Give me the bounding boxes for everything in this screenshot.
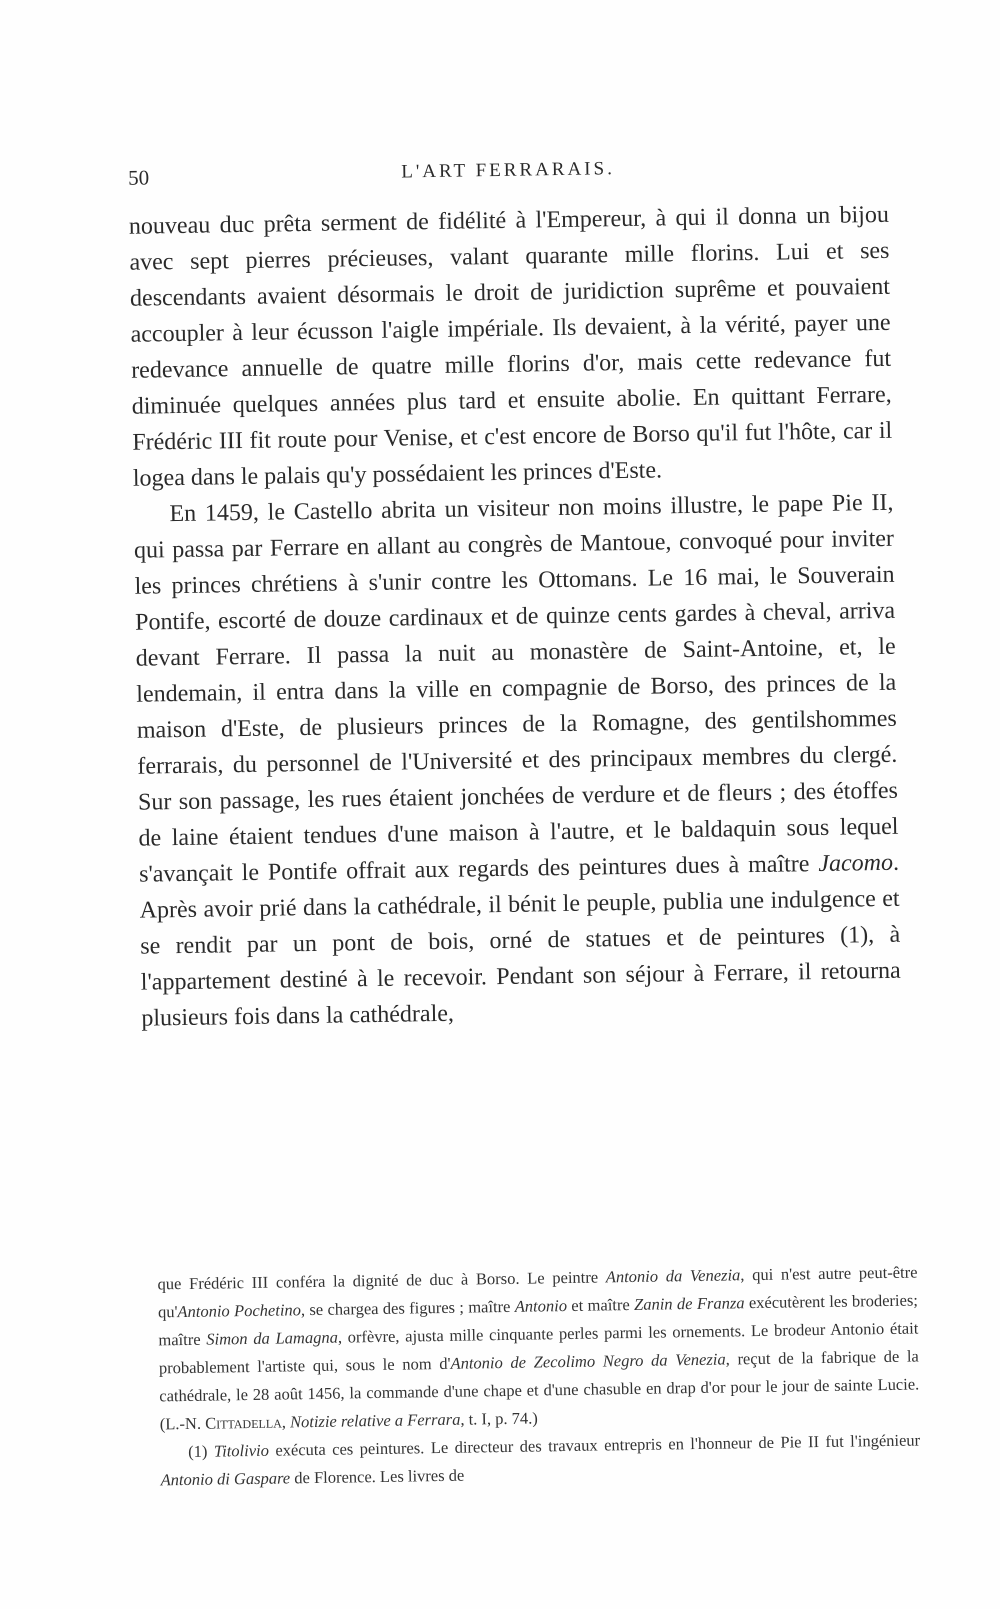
footnote-1 [160, 1426, 921, 1494]
page-header [128, 154, 888, 196]
text-run: exécuta ces peintures. Le directeur des travaux entrepris en l'honneur de Pie II fut l'ingénieur [268, 1430, 921, 1460]
text-run: En 1459, le Castello abrita un visiteur non moins illustre, le pape Pie II, qui passa par Ferrare en allant au congrès de Mantoue, convoqué pour inviter les princes chrétiens à s'unir contre les Ottomans. Le 16 mai, le Souverain Pontife, escorté de douze cardinaux et de quinze cents gardes à cheval, arriva devant Ferrare. Il passa la nuit au monastère de Saint-Antoine, et, le lendemain, il entra dans la ville en compagnie de Borso, des princes de la maison d'Este, de plusieurs princes de la Romagne, des gentilshommes ferrarais, du personnel de l'Université et des principaux membres du clergé. Sur son passage, les rues étaient jonchées de verdure et de fleurs ; des étoffes de laine étaient tendues d'une maison à l'autre, et le baldaquin sous lequel s'avançait le Pontife offrait aux regards des peintures dues à maître [133, 489, 899, 888]
text-run: (1) [188, 1441, 215, 1461]
italic-name: Antonio [514, 1296, 568, 1316]
paragraph-2 [133, 485, 901, 1037]
paragraph-1 [129, 197, 893, 497]
text-run: exécutèrent les broderies; maître [158, 1290, 919, 1350]
small-caps-author: Cittadella [204, 1412, 282, 1433]
italic-name: Simon da Lamagna [206, 1327, 339, 1349]
running-title: L'ART FERRARAIS. [401, 158, 616, 183]
text-run: , [281, 1412, 291, 1432]
italic-title: Notizie relative a Ferrara [289, 1409, 461, 1432]
footnotes [157, 1259, 920, 1495]
text-run: , t. I, p. 74.) [460, 1408, 538, 1429]
italic-name: Antonio de Zecolimo Negro da Venezia [450, 1349, 726, 1373]
text-run: de Florence. Les livres de [290, 1465, 465, 1488]
page-number: 50 [127, 165, 150, 190]
text-run: que Frédéric III conféra la dignité de duc à Borso. Le peintre [157, 1267, 606, 1294]
text-run: et maître [566, 1294, 635, 1316]
italic-name: Titolivio [213, 1440, 270, 1461]
italic-name: Antonio da Venezia [605, 1265, 741, 1287]
text-run: , reçut de la fabrique de la cathédrale, le 28 août 1456, la commande d'une chape et d'une chasuble en drap d'or pour le jour de sainte Lucie. (L.-N. [159, 1346, 920, 1434]
text-run: . Après avoir prié dans la cathédrale, il bénit le peuple, publia une indulgence et se rendit par un pont de bois, orné de statues et de peintures (1), à l'appartement destiné à le recevoir. Pendant son séjour à Ferrare, il retourna plusieurs fois dans la cathédrale, [139, 849, 901, 1032]
italic-name: Antonio Pochetino [177, 1300, 302, 1322]
main-text [129, 197, 902, 1037]
text-run: , orfèvre, ajusta mille cinquante perles parmi les ornements. Le brodeur Antonio était probablement l'artiste qui, sous le nom d' [158, 1318, 919, 1378]
text-run: nouveau duc prêta serment de fidélité à l'Empereur, à qui il donna un bijou avec sept pierres précieuses, valant quarante mille florins. Lui et ses descendants avaient désormais le droit de juridiction suprême et pouvaient accoupler à leur écusson l'aigle impériale. Ils devaient, à la vérité, payer une redevance annuelle de quatre mille florins d'or, mais cette redevance fut diminuée quelques années plus tard et ensuite abolie. En quittant Ferrare, Frédéric III fit route pour Venise, et c'est encore de Borso qu'il fut l'hôte, car il logea dans le palais qu'y possédaient les princes d'Este. [128, 201, 893, 492]
footnote-continued [157, 1259, 920, 1439]
italic-name: Zanin de Franza [633, 1293, 745, 1314]
italic-name: Jacomo [818, 849, 894, 878]
text-run: , se chargea des figures ; maître [300, 1296, 515, 1320]
text-run: , qui n'est autre peut-être qu' [157, 1262, 918, 1322]
italic-name: Antonio di Gaspare [160, 1468, 291, 1490]
